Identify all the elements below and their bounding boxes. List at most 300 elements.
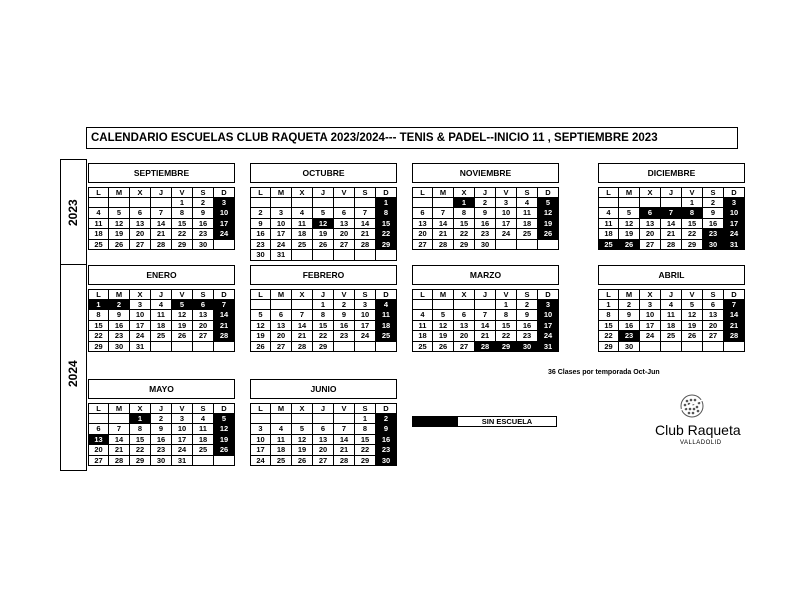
day-cell: 10 [271,219,292,230]
weekday-header: M [619,289,640,300]
empty-cell [292,414,313,425]
weekday-header: S [517,187,538,198]
weekday-header: M [271,187,292,198]
weekday-header: M [619,187,640,198]
day-cell: 5 [682,300,703,311]
day-cell: 22 [172,229,193,240]
day-cell: 30 [193,240,214,251]
day-cell: 22 [598,331,619,342]
empty-cell [313,198,334,209]
day-cell-no-school: 21 [214,321,235,332]
day-cell: 10 [496,208,517,219]
day-cell: 11 [292,219,313,230]
day-cell: 18 [661,321,682,332]
day-cell-no-school: 7 [724,300,745,311]
day-cell: 5 [433,310,454,321]
weekday-header: J [313,289,334,300]
day-cell: 21 [292,331,313,342]
day-cell: 2 [334,300,355,311]
day-cell: 3 [250,424,271,435]
month-grid [250,403,397,466]
weekday-header: J [313,403,334,414]
day-cell: 15 [172,219,193,230]
day-cell: 2 [517,300,538,311]
day-cell: 14 [661,219,682,230]
day-cell-no-school: 19 [214,435,235,446]
day-cell-no-school: 22 [376,229,397,240]
day-cell: 5 [313,208,334,219]
day-cell: 27 [454,342,475,353]
day-cell: 22 [682,229,703,240]
day-cell: 9 [109,310,130,321]
day-cell: 10 [355,310,376,321]
day-cell: 27 [703,331,724,342]
weekday-header: M [433,187,454,198]
day-cell: 3 [496,198,517,209]
day-cell: 18 [88,229,109,240]
day-cell: 21 [661,229,682,240]
day-cell-no-school: 25 [376,331,397,342]
day-cell-no-school: 19 [538,219,559,230]
day-cell-no-school: 12 [538,208,559,219]
day-cell: 21 [151,229,172,240]
day-cell: 13 [334,219,355,230]
day-cell: 27 [640,240,661,251]
day-cell: 12 [682,310,703,321]
day-cell: 30 [619,342,640,353]
day-cell: 19 [433,331,454,342]
month-mayo [88,379,235,466]
weekday-header: S [703,289,724,300]
day-cell-no-school: 7 [214,300,235,311]
day-cell: 12 [250,321,271,332]
empty-cell [724,342,745,353]
weekday-header: M [109,289,130,300]
day-cell-no-school: 28 [724,331,745,342]
day-cell-no-school: 17 [724,219,745,230]
day-cell: 14 [151,219,172,230]
weekday-header: X [292,403,313,414]
empty-cell [193,342,214,353]
day-cell: 1 [496,300,517,311]
month-grid [88,403,235,466]
day-cell-no-school: 23 [376,445,397,456]
empty-cell [214,240,235,251]
month-header: SEPTIEMBRE [88,163,235,183]
day-cell: 31 [130,342,151,353]
day-cell: 4 [598,208,619,219]
day-cell: 12 [292,435,313,446]
day-cell: 15 [598,321,619,332]
empty-cell [292,300,313,311]
day-cell: 16 [193,219,214,230]
day-cell: 24 [496,229,517,240]
month-header: JUNIO [250,379,397,399]
empty-cell [538,240,559,251]
day-cell: 16 [475,219,496,230]
day-cell: 1 [313,300,334,311]
day-cell-no-school: 31 [538,342,559,353]
day-cell-no-school: 3 [214,198,235,209]
day-cell: 22 [496,331,517,342]
weekday-header: L [412,187,433,198]
empty-cell [172,342,193,353]
weekday-header: V [334,403,355,414]
empty-cell [214,456,235,467]
day-cell: 10 [172,424,193,435]
day-cell: 7 [355,208,376,219]
day-cell: 6 [703,300,724,311]
empty-cell [88,414,109,425]
month-grid [250,187,397,261]
day-cell: 14 [433,219,454,230]
day-cell: 13 [271,321,292,332]
day-cell: 28 [109,456,130,467]
day-cell: 7 [475,310,496,321]
empty-cell [355,250,376,261]
day-cell: 27 [88,456,109,467]
weekday-header: S [193,187,214,198]
day-cell: 15 [355,435,376,446]
day-cell-no-school: 30 [376,456,397,467]
day-cell: 4 [271,424,292,435]
weekday-header: D [376,289,397,300]
day-cell: 11 [88,219,109,230]
day-cell: 28 [151,240,172,251]
day-cell-no-school: 24 [214,229,235,240]
empty-cell [376,250,397,261]
day-cell: 27 [130,240,151,251]
weekday-header: D [724,187,745,198]
day-cell-no-school: 29 [496,342,517,353]
day-cell: 21 [109,445,130,456]
month-junio [250,379,397,466]
day-cell: 27 [334,240,355,251]
empty-cell [496,240,517,251]
day-cell: 18 [271,445,292,456]
day-cell: 2 [703,198,724,209]
month-header: FEBRERO [250,265,397,285]
day-cell: 4 [412,310,433,321]
day-cell: 5 [619,208,640,219]
weekday-header: D [538,187,559,198]
empty-cell [334,198,355,209]
day-cell-no-school: 10 [214,208,235,219]
day-cell-no-school: 9 [376,424,397,435]
empty-cell [454,300,475,311]
day-cell: 14 [355,219,376,230]
weekday-header: S [703,187,724,198]
weekday-header: J [661,289,682,300]
day-cell: 11 [151,310,172,321]
day-cell: 6 [334,208,355,219]
weekday-header: J [151,187,172,198]
empty-cell [355,342,376,353]
day-cell-no-school: 24 [538,331,559,342]
day-cell: 24 [640,331,661,342]
empty-cell [355,198,376,209]
day-cell: 9 [475,208,496,219]
day-cell: 29 [172,240,193,251]
weekday-header: X [292,187,313,198]
day-cell: 3 [172,414,193,425]
day-cell: 24 [271,240,292,251]
day-cell-no-school: 21 [724,321,745,332]
day-cell: 6 [130,208,151,219]
weekday-header: J [475,187,496,198]
empty-cell [313,414,334,425]
day-cell: 10 [250,435,271,446]
day-cell: 18 [598,229,619,240]
weekday-header: L [88,403,109,414]
day-cell: 25 [517,229,538,240]
day-cell: 8 [496,310,517,321]
empty-cell [517,240,538,251]
day-cell: 20 [703,321,724,332]
empty-cell [640,342,661,353]
weekday-header: J [475,289,496,300]
day-cell: 15 [88,321,109,332]
month-enero [88,265,235,352]
day-cell: 17 [640,321,661,332]
day-cell: 7 [292,310,313,321]
day-cell: 8 [172,208,193,219]
day-cell: 2 [619,300,640,311]
day-cell: 21 [334,445,355,456]
day-cell: 20 [313,445,334,456]
weekday-header: D [376,403,397,414]
day-cell: 4 [292,208,313,219]
weekday-header: S [193,403,214,414]
day-cell: 12 [433,321,454,332]
day-cell: 22 [454,229,475,240]
day-cell: 18 [412,331,433,342]
weekday-header: V [172,187,193,198]
day-cell-no-school: 5 [172,300,193,311]
day-cell: 4 [517,198,538,209]
empty-cell [475,300,496,311]
day-cell: 11 [598,219,619,230]
empty-cell [250,198,271,209]
day-cell: 18 [292,229,313,240]
day-cell: 8 [598,310,619,321]
empty-cell [250,414,271,425]
day-cell: 28 [355,240,376,251]
day-cell: 10 [640,310,661,321]
month-grid [250,289,397,352]
empty-cell [151,342,172,353]
day-cell: 6 [271,310,292,321]
weekday-header: L [598,289,619,300]
legend [412,416,557,427]
day-cell-no-school: 4 [376,300,397,311]
day-cell: 29 [355,456,376,467]
month-diciembre [598,163,745,250]
weekday-header: S [355,187,376,198]
weekday-header: M [109,187,130,198]
day-cell: 24 [250,456,271,467]
day-cell: 23 [193,229,214,240]
day-cell: 25 [661,331,682,342]
day-cell-no-school: 16 [376,435,397,446]
day-cell: 25 [412,342,433,353]
day-cell: 16 [334,321,355,332]
calendar-title: CALENDARIO ESCUELAS CLUB RAQUETA 2023/2024--- TENIS & PADEL--INICIO 11 , SEPTIEMBRE 2023 [86,127,738,149]
day-cell: 12 [172,310,193,321]
day-cell: 17 [130,321,151,332]
day-cell: 19 [292,445,313,456]
day-cell: 19 [682,321,703,332]
day-cell-no-school: 26 [619,240,640,251]
day-cell: 26 [172,331,193,342]
day-cell: 9 [517,310,538,321]
empty-cell [640,198,661,209]
day-cell: 19 [250,331,271,342]
day-cell: 9 [619,310,640,321]
day-cell: 31 [271,250,292,261]
day-cell: 27 [271,342,292,353]
day-cell: 13 [193,310,214,321]
day-cell: 11 [193,424,214,435]
day-cell: 13 [130,219,151,230]
weekday-header: S [355,289,376,300]
weekday-header: L [250,187,271,198]
day-cell-no-school: 5 [538,198,559,209]
empty-cell [130,198,151,209]
day-cell: 18 [517,219,538,230]
day-cell-no-school: 3 [724,198,745,209]
day-cell: 30 [250,250,271,261]
day-cell: 23 [151,445,172,456]
day-cell: 13 [313,435,334,446]
day-cell: 29 [313,342,334,353]
day-cell: 22 [88,331,109,342]
legend-label: SIN ESCUELA [457,417,556,426]
year-label-2023: 2023 [66,199,80,226]
weekday-header: J [313,187,334,198]
weekday-header: V [172,289,193,300]
day-cell: 16 [250,229,271,240]
day-cell: 19 [619,229,640,240]
weekday-header: X [130,187,151,198]
logo-city: VALLADOLID [680,440,722,446]
day-cell: 1 [355,414,376,425]
day-cell: 14 [475,321,496,332]
day-cell: 30 [151,456,172,467]
day-cell: 25 [151,331,172,342]
day-cell: 5 [109,208,130,219]
day-cell: 14 [334,435,355,446]
day-cell: 8 [130,424,151,435]
day-cell-no-school: 7 [661,208,682,219]
day-cell-no-school: 1 [88,300,109,311]
month-septiembre [88,163,235,250]
day-cell: 16 [109,321,130,332]
day-cell: 30 [109,342,130,353]
weekday-header: L [250,403,271,414]
weekday-header: J [151,403,172,414]
day-cell: 26 [433,342,454,353]
day-cell: 9 [151,424,172,435]
day-cell: 16 [517,321,538,332]
day-cell: 15 [682,219,703,230]
empty-cell [292,198,313,209]
day-cell-no-school: 12 [313,219,334,230]
empty-cell [271,198,292,209]
weekday-header: D [214,187,235,198]
day-cell: 26 [313,240,334,251]
day-cell-no-school: 28 [475,342,496,353]
empty-cell [703,342,724,353]
weekday-header: S [355,403,376,414]
day-cell: 23 [109,331,130,342]
day-cell: 25 [271,456,292,467]
weekday-header: X [454,289,475,300]
day-cell: 8 [313,310,334,321]
day-cell: 2 [475,198,496,209]
day-cell-no-school: 15 [376,219,397,230]
day-cell: 20 [193,321,214,332]
day-cell-no-school: 12 [214,424,235,435]
weekday-header: X [130,289,151,300]
day-cell: 7 [433,208,454,219]
day-cell: 23 [334,331,355,342]
month-grid [598,289,745,352]
day-cell: 17 [172,435,193,446]
day-cell-no-school: 31 [724,240,745,251]
day-cell: 22 [355,445,376,456]
day-cell: 14 [292,321,313,332]
empty-cell [334,250,355,261]
day-cell: 6 [88,424,109,435]
day-cell-no-school: 14 [214,310,235,321]
day-cell: 9 [703,208,724,219]
day-cell: 21 [433,229,454,240]
weekday-header: D [214,403,235,414]
empty-cell [88,198,109,209]
day-cell: 11 [271,435,292,446]
empty-cell [598,198,619,209]
empty-cell [271,414,292,425]
day-cell: 12 [109,219,130,230]
weekday-header: V [172,403,193,414]
month-grid [88,289,235,352]
day-cell-no-school: 28 [214,331,235,342]
weekday-header: J [151,289,172,300]
day-cell: 11 [517,208,538,219]
day-cell: 26 [109,240,130,251]
day-cell: 16 [619,321,640,332]
day-cell: 26 [250,342,271,353]
day-cell: 5 [292,424,313,435]
weekday-header: V [496,289,517,300]
empty-cell [433,300,454,311]
day-cell: 20 [412,229,433,240]
month-header: OCTUBRE [250,163,397,183]
day-cell: 25 [193,445,214,456]
day-cell: 12 [619,219,640,230]
day-cell: 8 [355,424,376,435]
day-cell: 2 [193,198,214,209]
empty-cell [619,198,640,209]
day-cell-no-school: 17 [538,321,559,332]
day-cell: 22 [313,331,334,342]
day-cell: 21 [355,229,376,240]
day-cell: 23 [250,240,271,251]
weekday-header: L [412,289,433,300]
month-header: DICIEMBRE [598,163,745,183]
day-cell: 18 [193,435,214,446]
